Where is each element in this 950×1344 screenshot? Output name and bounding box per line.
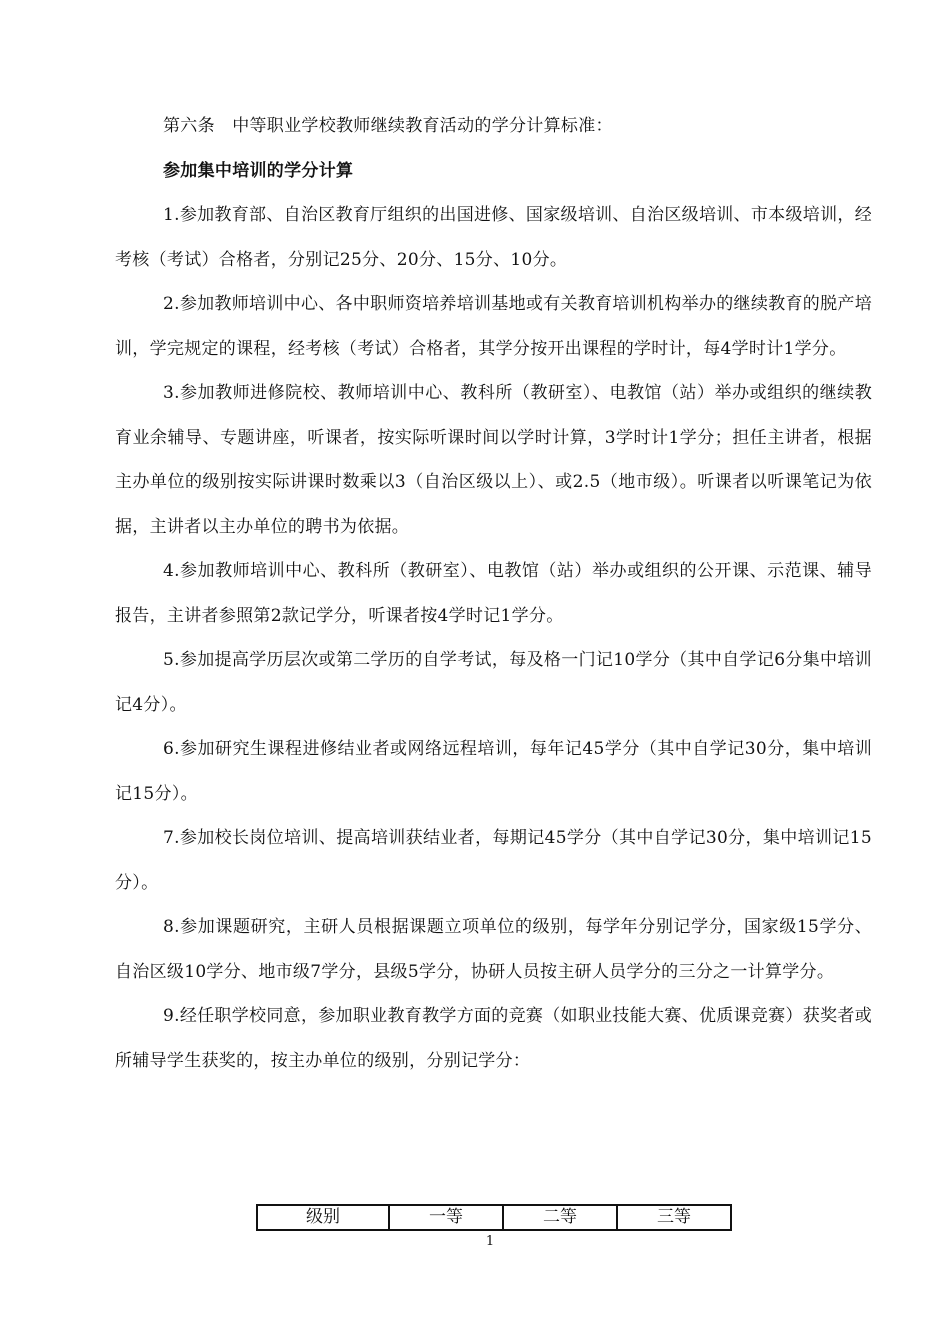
list-item-5: 5.参加提高学历层次或第二学历的自学考试，每及格一门记10学分（其中自学记6分集中培训记4分）。 (115, 650, 872, 715)
list-item-6: 6.参加研究生课程进修结业者或网络远程培训，每年记45学分（其中自学记30分，集中培训记15分）。 (115, 739, 872, 804)
list-item-9: 9.经任职学校同意，参加职业教育教学方面的竞赛（如职业技能大赛、优质课竞赛）获奖者或所辅导学生获奖的，按主办单位的级别，分别记学分： (115, 1006, 872, 1071)
page-number: 1 (485, 1234, 495, 1249)
list-item-1: 1.参加教育部、自治区教育厅组织的出国进修、国家级培训、自治区级培训、市本级培训，经考核（考试）合格者，分别记25分、20分、15分、10分。 (115, 205, 872, 270)
section-heading: 参加集中培训的学分计算 (163, 160, 354, 181)
table-header-third-prize: 三等 (617, 1205, 731, 1230)
document-body (115, 104, 872, 1083)
award-table-header-row (257, 1205, 731, 1230)
table-header-first-prize: 一等 (389, 1205, 503, 1230)
list-item-4: 4.参加教师培训中心、教科所（教研室）、电教馆（站）举办或组织的公开课、示范课、辅导报告，主讲者参照第2款记学分，听课者按4学时记1学分。 (115, 561, 872, 626)
list-item-3: 3.参加教师进修院校、教师培训中心、教科所（教研室）、电教馆（站）举办或组织的继续教育业余辅导、专题讲座，听课者，按实际听课时间以学时计算，3学时计1学分；担任主讲者，根据主办单位的级别按实际讲课时数乘以3（自治区级以上）、或2.5（地市级）。听课者以听课笔记为依据，主讲者以主办单位的聘书为依据。 (115, 383, 872, 537)
table-header-level: 级别 (257, 1205, 389, 1230)
award-table (256, 1204, 732, 1231)
list-item-8: 8.参加课题研究，主研人员根据课题立项单位的级别，每学年分别记学分，国家级15学分、自治区级10学分、地市级7学分，县级5学分，协研人员按主研人员学分的三分之一计算学分。 (115, 917, 872, 982)
article-intro: 第六条 中等职业学校教师继续教育活动的学分计算标准： (163, 116, 613, 136)
list-item-7: 7.参加校长岗位培训、提高培训获结业者，每期记45学分（其中自学记30分，集中培训记15分）。 (115, 828, 872, 893)
list-item-2: 2.参加教师培训中心、各中职师资培养培训基地或有关教育培训机构举办的继续教育的脱产培训，学完规定的课程，经考核（考试）合格者，其学分按开出课程的学时计，每4学时计1学分。 (115, 294, 872, 359)
table-header-second-prize: 二等 (503, 1205, 617, 1230)
